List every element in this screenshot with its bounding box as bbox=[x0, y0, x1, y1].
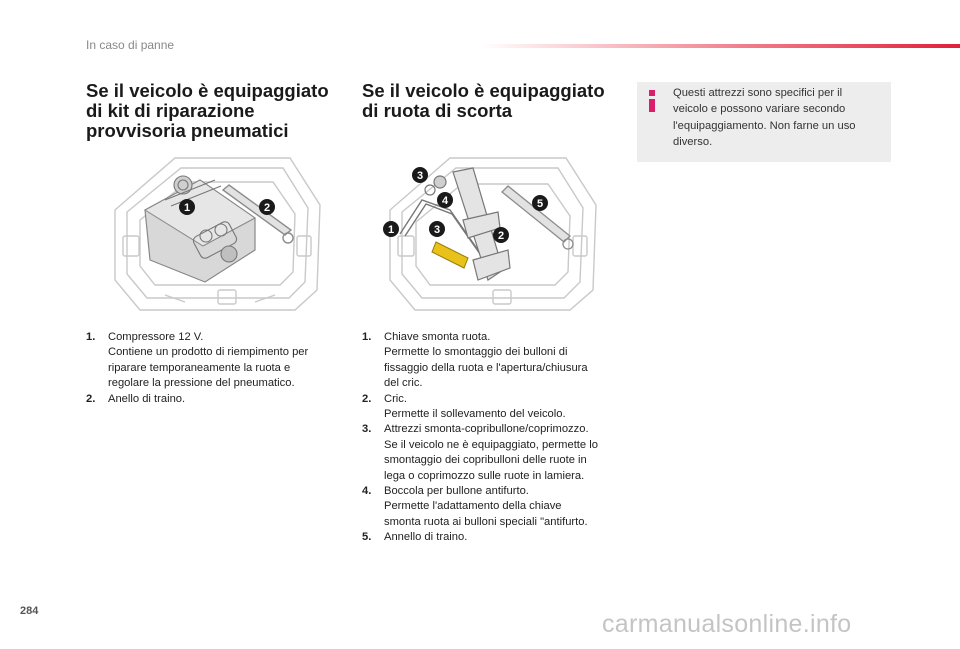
svg-text:3: 3 bbox=[416, 170, 424, 182]
item-line: del cric. bbox=[384, 377, 423, 390]
middle-column-title bbox=[362, 81, 605, 121]
item-number: 2. bbox=[362, 392, 372, 405]
title-line: di ruota di scorta bbox=[362, 100, 513, 121]
item-number: 5. bbox=[362, 531, 372, 544]
item-line: Se il veicolo ne è equipaggiato, permette lo bbox=[384, 438, 598, 451]
svg-text:1: 1 bbox=[387, 224, 395, 236]
item-line: Permette l'adattamento della chiave bbox=[384, 500, 562, 513]
item-line: Chiave smonta ruota. bbox=[384, 331, 491, 343]
list-item bbox=[86, 330, 308, 392]
item-line: Cric. bbox=[384, 392, 407, 405]
spare-wheel-tools-list bbox=[362, 330, 598, 546]
callout-4 bbox=[437, 192, 453, 208]
item-line: Permette il sollevamento del veicolo. bbox=[384, 408, 566, 421]
repair-kit-illustration bbox=[105, 150, 325, 315]
left-column-title bbox=[86, 81, 329, 141]
list-item bbox=[362, 392, 598, 423]
item-line: smonta ruota ai bulloni speciali "antifurto. bbox=[384, 515, 588, 528]
info-note-box bbox=[637, 82, 891, 162]
list-item bbox=[362, 330, 598, 392]
title-line: Se il veicolo è equipaggiato bbox=[86, 80, 329, 101]
item-line: lega o coprimozzo sulle ruote in lamiera. bbox=[384, 469, 585, 482]
item-number: 2. bbox=[86, 392, 96, 405]
item-line: Compressore 12 V. bbox=[108, 331, 204, 343]
item-number: 4. bbox=[362, 485, 372, 498]
callout-3-bottom bbox=[429, 221, 445, 237]
svg-text:1: 1 bbox=[183, 202, 191, 214]
item-line: Contiene un prodotto di riempimento per bbox=[108, 346, 309, 359]
callout-2 bbox=[493, 227, 509, 243]
item-number: 1. bbox=[362, 331, 372, 343]
title-line: Se il veicolo è equipaggiato bbox=[362, 80, 605, 101]
spare-wheel-tools-illustration bbox=[378, 150, 603, 315]
item-line: smontaggio dei copribulloni delle ruote in bbox=[384, 454, 587, 467]
item-line: Attrezzi smonta-copribullone/coprimozzo. bbox=[384, 423, 589, 436]
svg-text:5: 5 bbox=[536, 198, 544, 210]
page-number: 284 bbox=[20, 605, 39, 617]
item-line: fissaggio della ruota e l'apertura/chiusura bbox=[384, 361, 588, 374]
svg-text:2: 2 bbox=[497, 230, 505, 242]
repair-kit-list bbox=[86, 330, 308, 407]
info-line: Questi attrezzi sono specifici per il bbox=[673, 87, 843, 99]
item-line: Anello di traino. bbox=[108, 392, 186, 405]
info-line: diverso. bbox=[673, 135, 713, 148]
info-note-text bbox=[673, 85, 885, 150]
item-line: Permette lo smontaggio dei bulloni di bbox=[384, 346, 568, 359]
item-line: Annello di traino. bbox=[384, 531, 468, 544]
item-line: regolare la pressione del pneumatico. bbox=[108, 377, 295, 390]
info-icon bbox=[647, 90, 657, 114]
info-line: veicolo e possono variare secondo bbox=[673, 103, 846, 116]
callout-1 bbox=[179, 199, 195, 215]
item-number: 1. bbox=[86, 331, 96, 343]
item-line: Boccola per bullone antifurto. bbox=[384, 485, 529, 498]
callout-5 bbox=[532, 195, 548, 211]
list-item bbox=[362, 484, 598, 530]
item-line: riparare temporaneamente la ruota e bbox=[108, 361, 291, 374]
callout-1 bbox=[383, 221, 399, 237]
watermark: carmanualsonline.info bbox=[602, 610, 852, 638]
info-line: l'equipaggiamento. Non farne un uso bbox=[673, 119, 856, 132]
list-item bbox=[362, 530, 598, 545]
header-accent-bar bbox=[480, 44, 960, 48]
svg-text:4: 4 bbox=[441, 195, 449, 207]
list-item bbox=[362, 422, 598, 484]
page-section-title: In caso di panne bbox=[86, 38, 175, 52]
title-line: provvisoria pneumatici bbox=[86, 120, 289, 141]
callout-2 bbox=[259, 199, 275, 215]
title-line: di kit di riparazione bbox=[86, 100, 255, 121]
item-number: 3. bbox=[362, 423, 372, 436]
callout-3-top bbox=[412, 167, 428, 183]
list-item bbox=[86, 392, 308, 407]
svg-text:3: 3 bbox=[433, 224, 441, 236]
svg-text:2: 2 bbox=[263, 202, 271, 214]
